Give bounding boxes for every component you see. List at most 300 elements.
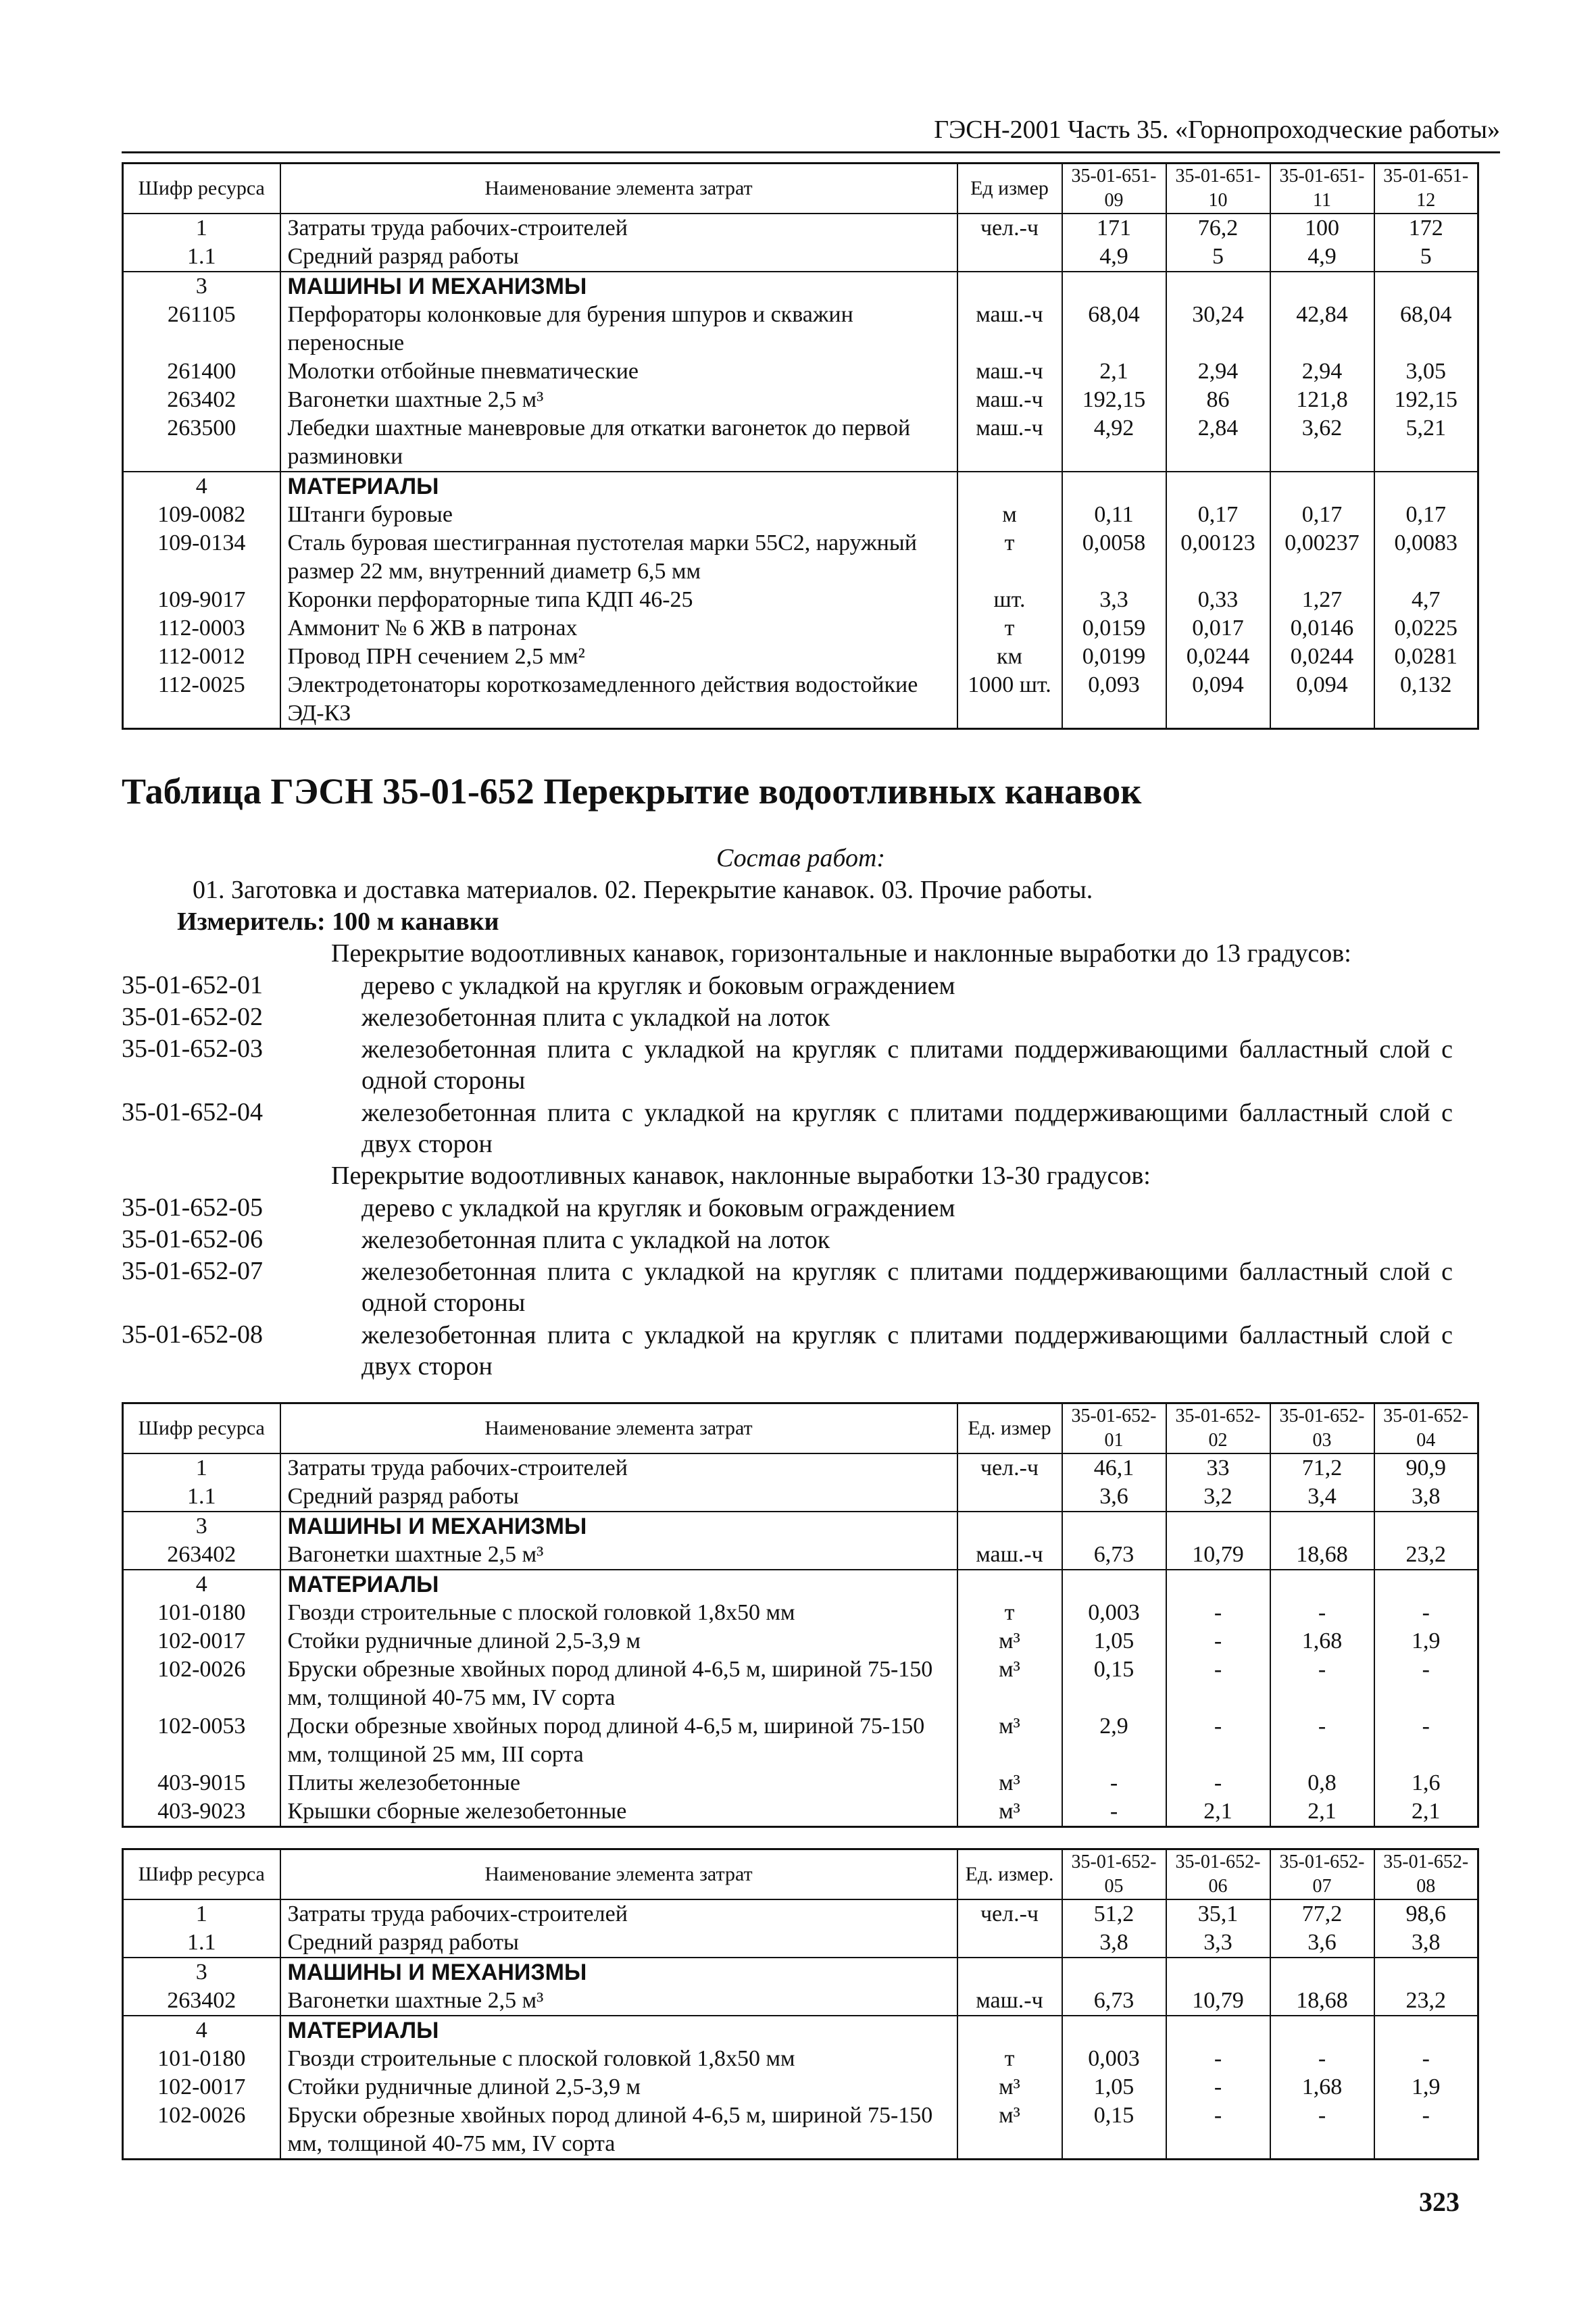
resource-code: 263402 xyxy=(123,1987,280,2016)
norm-description: железобетонная плита с укладкой на лоток xyxy=(361,1226,830,1254)
unit-of-measure: маш.-ч xyxy=(957,414,1062,472)
col-name-header: Наименование элемента затрат xyxy=(280,1403,957,1454)
norm-value xyxy=(1062,2016,1166,2045)
norm-value: 1,68 xyxy=(1270,1627,1374,1656)
norm-description: железобетонная плита с укладкой на кругляк с плитами поддерживающими балластный слой с одной стороны xyxy=(361,1035,1453,1095)
col-unit-header: Ед измер xyxy=(957,164,1062,214)
unit-of-measure: км xyxy=(957,643,1062,671)
norm-value: 3,8 xyxy=(1374,1483,1478,1512)
resource-code: 1.1 xyxy=(123,243,280,272)
resource-code: 263402 xyxy=(123,386,280,414)
resource-name: Провод ПРН сечением 2,5 мм² xyxy=(280,643,957,671)
norm-value: 46,1 xyxy=(1062,1453,1166,1483)
norm-value: 171 xyxy=(1062,214,1166,243)
table-row xyxy=(123,1599,1478,1627)
table-row xyxy=(123,214,1478,243)
resource-name: Доски обрезные хвойных пород длиной 4-6,5 м, шириной 75-150 мм, толщиной 25 мм, III сорта xyxy=(280,1712,957,1769)
unit-of-measure: т xyxy=(957,529,1062,586)
resource-name: Вагонетки шахтные 2,5 м³ xyxy=(280,1987,957,2016)
table-row xyxy=(123,1899,1478,1928)
norm-value: 0,33 xyxy=(1166,586,1270,614)
norm-value: 3,62 xyxy=(1270,414,1374,472)
unit-of-measure xyxy=(957,1928,1062,1958)
unit-of-measure: м xyxy=(957,501,1062,529)
norm-value xyxy=(1374,272,1478,301)
unit-of-measure: м³ xyxy=(957,1797,1062,1827)
col-norm-header: 35-01-652-04 xyxy=(1374,1403,1478,1454)
unit-of-measure: т xyxy=(957,614,1062,643)
norm-value: 0,0281 xyxy=(1374,643,1478,671)
unit-of-measure: маш.-ч xyxy=(957,301,1062,357)
norm-description: железобетонная плита с укладкой на кругляк с плитами поддерживающими балластный слой с одной стороны xyxy=(361,1258,1453,1317)
unit-of-measure xyxy=(957,2016,1062,2045)
table-row xyxy=(123,586,1478,614)
norm-value: 2,84 xyxy=(1166,414,1270,472)
norm-value: 0,003 xyxy=(1062,1599,1166,1627)
unit-of-measure: т xyxy=(957,2045,1062,2073)
norm-value: 0,093 xyxy=(1062,671,1166,729)
norm-value xyxy=(1374,1958,1478,1987)
norm-value: 0,8 xyxy=(1270,1769,1374,1797)
norm-value: - xyxy=(1166,2073,1270,2101)
resource-code: 4 xyxy=(123,472,280,501)
norm-value: 0,11 xyxy=(1062,501,1166,529)
resource-code: 102-0017 xyxy=(123,2073,280,2101)
norm-value: 4,7 xyxy=(1374,586,1478,614)
table-row xyxy=(123,1453,1478,1483)
norm-value: 35,1 xyxy=(1166,1899,1270,1928)
resource-code: 3 xyxy=(123,272,280,301)
norm-value: 6,73 xyxy=(1062,1541,1166,1570)
col-norm-header: 35-01-652-01 xyxy=(1062,1403,1166,1454)
norm-value: 0,132 xyxy=(1374,671,1478,729)
norm-value: 33 xyxy=(1166,1453,1270,1483)
norm-value: 1,27 xyxy=(1270,586,1374,614)
resource-name: Затраты труда рабочих-строителей xyxy=(280,214,957,243)
norm-value: - xyxy=(1270,1656,1374,1712)
norm-value xyxy=(1374,1512,1478,1541)
norm-value: - xyxy=(1166,2101,1270,2160)
norm-description: железобетонная плита с укладкой на кругляк с плитами поддерживающими балластный слой с двух сторон xyxy=(361,1099,1453,1158)
col-norm-header: 35-01-652-06 xyxy=(1166,1849,1270,1900)
resource-code: 4 xyxy=(123,2016,280,2045)
norm-value: 23,2 xyxy=(1374,1987,1478,2016)
group-heading: Перекрытие водоотливных канавок, наклонные выработки 13-30 градусов: xyxy=(331,1162,1151,1190)
table-row xyxy=(123,671,1478,729)
norm-value: 18,68 xyxy=(1270,1987,1374,2016)
norm-value: 1,9 xyxy=(1374,2073,1478,2101)
norm-value: 2,94 xyxy=(1270,357,1374,386)
norm-value: - xyxy=(1062,1769,1166,1797)
norm-value: 23,2 xyxy=(1374,1541,1478,1570)
norm-value: 5 xyxy=(1166,243,1270,272)
norm-value: 3,6 xyxy=(1062,1483,1166,1512)
resource-name: Штанги буровые xyxy=(280,501,957,529)
unit-of-measure xyxy=(957,472,1062,501)
table-row xyxy=(123,2016,1478,2045)
unit-of-measure xyxy=(957,1512,1062,1541)
resource-code: 109-0134 xyxy=(123,529,280,586)
col-unit-header: Ед. измер. xyxy=(957,1849,1062,1900)
table-row xyxy=(123,2073,1478,2101)
resource-code: 1.1 xyxy=(123,1483,280,1512)
resource-code: 112-0003 xyxy=(123,614,280,643)
resource-code: 109-9017 xyxy=(123,586,280,614)
resource-code: 101-0180 xyxy=(123,1599,280,1627)
table-row xyxy=(123,1570,1478,1599)
col-norm-header: 35-01-652-03 xyxy=(1270,1403,1374,1454)
norm-value: 0,15 xyxy=(1062,1656,1166,1712)
norm-value: - xyxy=(1270,2045,1374,2073)
resource-name: Средний разряд работы xyxy=(280,243,957,272)
norm-value xyxy=(1166,1570,1270,1599)
unit-of-measure xyxy=(957,243,1062,272)
norm-value: 3,8 xyxy=(1062,1928,1166,1958)
norm-value: 18,68 xyxy=(1270,1541,1374,1570)
norm-description: железобетонная плита с укладкой на кругляк с плитами поддерживающими балластный слой с двух сторон xyxy=(361,1321,1453,1380)
unit-of-measure xyxy=(957,1570,1062,1599)
resource-name: Молотки отбойные пневматические xyxy=(280,357,957,386)
norm-value: 68,04 xyxy=(1374,301,1478,357)
resource-name: Аммонит № 6 ЖВ в патронах xyxy=(280,614,957,643)
norm-value xyxy=(1166,1958,1270,1987)
table-row xyxy=(123,1797,1478,1827)
norm-value: 0,094 xyxy=(1270,671,1374,729)
resource-name: Крышки сборные железобетонные xyxy=(280,1797,957,1827)
norm-value: 68,04 xyxy=(1062,301,1166,357)
norm-value: 3,3 xyxy=(1062,586,1166,614)
table-row xyxy=(123,243,1478,272)
resource-name: МАШИНЫ И МЕХАНИЗМЫ xyxy=(280,1512,957,1541)
norm-value: 1,6 xyxy=(1374,1769,1478,1797)
resource-code: 263402 xyxy=(123,1541,280,1570)
resource-code: 263500 xyxy=(123,414,280,472)
norm-value: 0,017 xyxy=(1166,614,1270,643)
norm-value: 0,17 xyxy=(1374,501,1478,529)
resource-code: 1 xyxy=(123,1899,280,1928)
norm-code: 35-01-652-07 xyxy=(122,1257,263,1285)
unit-of-measure: м³ xyxy=(957,1656,1062,1712)
norm-value: 0,00237 xyxy=(1270,529,1374,586)
norm-code: 35-01-652-01 xyxy=(122,971,263,999)
norm-value xyxy=(1166,1512,1270,1541)
table-header-row xyxy=(123,1849,1478,1900)
resource-table-652-a xyxy=(122,1402,1479,1828)
resource-name: Стойки рудничные длиной 2,5-3,9 м xyxy=(280,2073,957,2101)
norm-value: 6,73 xyxy=(1062,1987,1166,2016)
norm-value xyxy=(1062,1958,1166,1987)
unit-of-measure: м³ xyxy=(957,1712,1062,1769)
norm-value: 2,9 xyxy=(1062,1712,1166,1769)
resource-code: 112-0025 xyxy=(123,671,280,729)
norm-value: 4,92 xyxy=(1062,414,1166,472)
norm-value: 51,2 xyxy=(1062,1899,1166,1928)
norm-value: 3,4 xyxy=(1270,1483,1374,1512)
norm-value: - xyxy=(1166,2045,1270,2073)
norm-value xyxy=(1270,1570,1374,1599)
norm-value xyxy=(1166,272,1270,301)
resource-name: Лебедки шахтные маневровые для откатки вагонеток до первой разминовки xyxy=(280,414,957,472)
composition-text: 01. Заготовка и доставка материалов. 02. Перекрытие канавок. 03. Прочие работы. xyxy=(193,876,1093,904)
norm-value xyxy=(1270,272,1374,301)
table-row xyxy=(123,357,1478,386)
resource-name: Плиты железобетонные xyxy=(280,1769,957,1797)
table-row xyxy=(123,414,1478,472)
unit-of-measure: маш.-ч xyxy=(957,386,1062,414)
norm-value: - xyxy=(1166,1769,1270,1797)
norm-code: 35-01-652-06 xyxy=(122,1225,263,1253)
table-row xyxy=(123,1958,1478,1987)
norm-value xyxy=(1270,1958,1374,1987)
norm-value: 3,6 xyxy=(1270,1928,1374,1958)
norm-value: 0,0244 xyxy=(1270,643,1374,671)
norm-value: 76,2 xyxy=(1166,214,1270,243)
col-norm-header: 35-01-652-07 xyxy=(1270,1849,1374,1900)
resource-code: 102-0053 xyxy=(123,1712,280,1769)
unit-of-measure: м³ xyxy=(957,1769,1062,1797)
resource-code: 261105 xyxy=(123,301,280,357)
resource-code: 102-0017 xyxy=(123,1627,280,1656)
norm-value: 0,0058 xyxy=(1062,529,1166,586)
norm-value: 0,0225 xyxy=(1374,614,1478,643)
table-row xyxy=(123,1627,1478,1656)
norm-value: 42,84 xyxy=(1270,301,1374,357)
norm-value: - xyxy=(1166,1599,1270,1627)
resource-name: Гвозди строительные с плоской головкой 1,8х50 мм xyxy=(280,1599,957,1627)
norm-code: 35-01-652-02 xyxy=(122,1003,263,1031)
resource-name: Сталь буровая шестигранная пустотелая марки 55С2, наружный размер 22 мм, внутренний диаметр 6,5 мм xyxy=(280,529,957,586)
resource-name: Вагонетки шахтные 2,5 м³ xyxy=(280,1541,957,1570)
resource-name: МАТЕРИАЛЫ xyxy=(280,472,957,501)
norm-value xyxy=(1166,472,1270,501)
norm-value: 90,9 xyxy=(1374,1453,1478,1483)
table-row xyxy=(123,643,1478,671)
table-header-row xyxy=(123,164,1478,214)
norm-value: 3,05 xyxy=(1374,357,1478,386)
table-row xyxy=(123,1656,1478,1712)
norm-value: - xyxy=(1270,1712,1374,1769)
norm-value: 10,79 xyxy=(1166,1987,1270,2016)
norm-value: 5,21 xyxy=(1374,414,1478,472)
norm-value: 5 xyxy=(1374,243,1478,272)
norm-value xyxy=(1374,2016,1478,2045)
resource-table-651 xyxy=(122,162,1479,730)
resource-name: Стойки рудничные длиной 2,5-3,9 м xyxy=(280,1627,957,1656)
norm-value xyxy=(1062,1570,1166,1599)
table-row xyxy=(123,386,1478,414)
resource-name: Бруски обрезные хвойных пород длиной 4-6,5 м, шириной 75-150 мм, толщиной 40-75 мм, IV сорта xyxy=(280,2101,957,2160)
col-norm-header: 35-01-651-10 xyxy=(1166,164,1270,214)
norm-value xyxy=(1374,1570,1478,1599)
norm-value xyxy=(1270,472,1374,501)
running-header: ГЭСН-2001 Часть 35. «Горнопроходческие работы» xyxy=(122,115,1500,153)
table-row xyxy=(123,1987,1478,2016)
resource-name: Коронки перфораторные типа КДП 46-25 xyxy=(280,586,957,614)
resource-name: МАШИНЫ И МЕХАНИЗМЫ xyxy=(280,272,957,301)
unit-of-measure: маш.-ч xyxy=(957,1541,1062,1570)
unit-of-measure: м³ xyxy=(957,2101,1062,2160)
norm-value: 4,9 xyxy=(1270,243,1374,272)
col-norm-header: 35-01-652-05 xyxy=(1062,1849,1166,1900)
norm-value: 2,1 xyxy=(1374,1797,1478,1827)
resource-name: Средний разряд работы xyxy=(280,1483,957,1512)
resource-name: Средний разряд работы xyxy=(280,1928,957,1958)
resource-name: Затраты труда рабочих-строителей xyxy=(280,1899,957,1928)
norm-value: 3,2 xyxy=(1166,1483,1270,1512)
resource-code: 1 xyxy=(123,214,280,243)
resource-code: 102-0026 xyxy=(123,2101,280,2160)
norm-value: - xyxy=(1166,1656,1270,1712)
norm-value: 0,17 xyxy=(1270,501,1374,529)
resource-code: 112-0012 xyxy=(123,643,280,671)
norm-value: 0,15 xyxy=(1062,2101,1166,2160)
resource-name: Перфораторы колонковые для бурения шпуров и скважин переносные xyxy=(280,301,957,357)
resource-code: 3 xyxy=(123,1512,280,1541)
table-row xyxy=(123,529,1478,586)
norm-description: дерево с укладкой на кругляк и боковым ограждением xyxy=(361,1194,955,1222)
resource-code: 101-0180 xyxy=(123,2045,280,2073)
col-name-header: Наименование элемента затрат xyxy=(280,1849,957,1900)
section-title: Таблица ГЭСН 35-01-652 Перекрытие водоотливных канавок xyxy=(122,771,1142,812)
resource-name: МАТЕРИАЛЫ xyxy=(280,2016,957,2045)
norm-code: 35-01-652-03 xyxy=(122,1035,263,1063)
norm-value: - xyxy=(1374,2045,1478,2073)
unit-of-measure: шт. xyxy=(957,586,1062,614)
unit-of-measure: маш.-ч xyxy=(957,357,1062,386)
norm-value xyxy=(1166,2016,1270,2045)
unit-of-measure xyxy=(957,1483,1062,1512)
norm-value: 0,094 xyxy=(1166,671,1270,729)
col-norm-header: 35-01-651-11 xyxy=(1270,164,1374,214)
resource-name: Вагонетки шахтные 2,5 м³ xyxy=(280,386,957,414)
col-code-header: Шифр ресурса xyxy=(123,1849,280,1900)
table-row xyxy=(123,1483,1478,1512)
norm-value: - xyxy=(1374,1656,1478,1712)
table-row xyxy=(123,1769,1478,1797)
norm-value: 2,1 xyxy=(1166,1797,1270,1827)
norm-value: 98,6 xyxy=(1374,1899,1478,1928)
unit-of-measure: чел.-ч xyxy=(957,1899,1062,1928)
table-row xyxy=(123,1928,1478,1958)
unit-of-measure: маш.-ч xyxy=(957,1987,1062,2016)
table-row xyxy=(123,1512,1478,1541)
norm-value: 0,003 xyxy=(1062,2045,1166,2073)
unit-of-measure: чел.-ч xyxy=(957,214,1062,243)
resource-code: 102-0026 xyxy=(123,1656,280,1712)
resource-name: Бруски обрезные хвойных пород длиной 4-6,5 м, шириной 75-150 мм, толщиной 40-75 мм, IV сорта xyxy=(280,1656,957,1712)
norm-value xyxy=(1374,472,1478,501)
norm-value: 0,0199 xyxy=(1062,643,1166,671)
table-row xyxy=(123,1541,1478,1570)
resource-code: 1.1 xyxy=(123,1928,280,1958)
norm-description: железобетонная плита с укладкой на лоток xyxy=(361,1003,830,1032)
norm-value: 4,9 xyxy=(1062,243,1166,272)
table-row xyxy=(123,501,1478,529)
norm-value: 0,0083 xyxy=(1374,529,1478,586)
resource-code: 1 xyxy=(123,1453,280,1483)
table-row xyxy=(123,472,1478,501)
table-row xyxy=(123,301,1478,357)
col-norm-header: 35-01-652-02 xyxy=(1166,1403,1270,1454)
table-row xyxy=(123,2045,1478,2073)
resource-code: 403-9015 xyxy=(123,1769,280,1797)
norm-value: - xyxy=(1270,2101,1374,2160)
page-number: 323 xyxy=(1419,2187,1460,2217)
resource-code: 4 xyxy=(123,1570,280,1599)
unit-of-measure: м³ xyxy=(957,2073,1062,2101)
norm-value: 0,00123 xyxy=(1166,529,1270,586)
resource-code: 3 xyxy=(123,1958,280,1987)
resource-code: 261400 xyxy=(123,357,280,386)
col-norm-header: 35-01-652-08 xyxy=(1374,1849,1478,1900)
norm-description: дерево с укладкой на кругляк и боковым ограждением xyxy=(361,972,955,1000)
norm-code: 35-01-652-08 xyxy=(122,1320,263,1349)
norm-value: - xyxy=(1166,1712,1270,1769)
norm-value: 3,3 xyxy=(1166,1928,1270,1958)
norm-value: 0,0146 xyxy=(1270,614,1374,643)
norm-value xyxy=(1062,1512,1166,1541)
norm-value xyxy=(1062,472,1166,501)
norm-value: - xyxy=(1374,1712,1478,1769)
norm-value: 2,1 xyxy=(1062,357,1166,386)
unit-of-measure xyxy=(957,272,1062,301)
unit-of-measure xyxy=(957,1958,1062,1987)
norm-value: 86 xyxy=(1166,386,1270,414)
resource-name: Гвозди строительные с плоской головкой 1,8х50 мм xyxy=(280,2045,957,2073)
col-unit-header: Ед. измер xyxy=(957,1403,1062,1454)
col-norm-header: 35-01-651-09 xyxy=(1062,164,1166,214)
norm-value: 10,79 xyxy=(1166,1541,1270,1570)
norm-value: 77,2 xyxy=(1270,1899,1374,1928)
col-code-header: Шифр ресурса xyxy=(123,164,280,214)
unit-of-measure: 1000 шт. xyxy=(957,671,1062,729)
norm-value: 0,17 xyxy=(1166,501,1270,529)
norm-value: 1,05 xyxy=(1062,1627,1166,1656)
norm-value: - xyxy=(1374,1599,1478,1627)
norm-value: - xyxy=(1166,1627,1270,1656)
norm-value: 121,8 xyxy=(1270,386,1374,414)
norm-value: 1,9 xyxy=(1374,1627,1478,1656)
resource-code: 109-0082 xyxy=(123,501,280,529)
norm-value: 30,24 xyxy=(1166,301,1270,357)
norm-value: 0,0244 xyxy=(1166,643,1270,671)
resource-table-652-b xyxy=(122,1848,1479,2160)
table-row xyxy=(123,614,1478,643)
col-name-header: Наименование элемента затрат xyxy=(280,164,957,214)
col-norm-header: 35-01-651-12 xyxy=(1374,164,1478,214)
table-header-row xyxy=(123,1403,1478,1454)
norm-code: 35-01-652-05 xyxy=(122,1193,263,1222)
norm-value: - xyxy=(1374,2101,1478,2160)
resource-code: 403-9023 xyxy=(123,1797,280,1827)
resource-name: МАТЕРИАЛЫ xyxy=(280,1570,957,1599)
norm-value: 1,05 xyxy=(1062,2073,1166,2101)
norm-value: 172 xyxy=(1374,214,1478,243)
norm-value: 3,8 xyxy=(1374,1928,1478,1958)
norm-value xyxy=(1270,2016,1374,2045)
norm-value: 192,15 xyxy=(1062,386,1166,414)
norm-value: 71,2 xyxy=(1270,1453,1374,1483)
norm-code: 35-01-652-04 xyxy=(122,1098,263,1126)
norm-value xyxy=(1062,272,1166,301)
resource-name: Электродетонаторы короткозамедленного действия водостойкие ЭД-КЗ xyxy=(280,671,957,729)
group-heading: Перекрытие водоотливных канавок, горизонтальные и наклонные выработки до 13 градусов: xyxy=(331,939,1351,968)
meter-line: Измеритель: 100 м канавки xyxy=(177,907,499,936)
norm-value xyxy=(1270,1512,1374,1541)
col-code-header: Шифр ресурса xyxy=(123,1403,280,1454)
norm-value: - xyxy=(1062,1797,1166,1827)
norm-value: 2,94 xyxy=(1166,357,1270,386)
